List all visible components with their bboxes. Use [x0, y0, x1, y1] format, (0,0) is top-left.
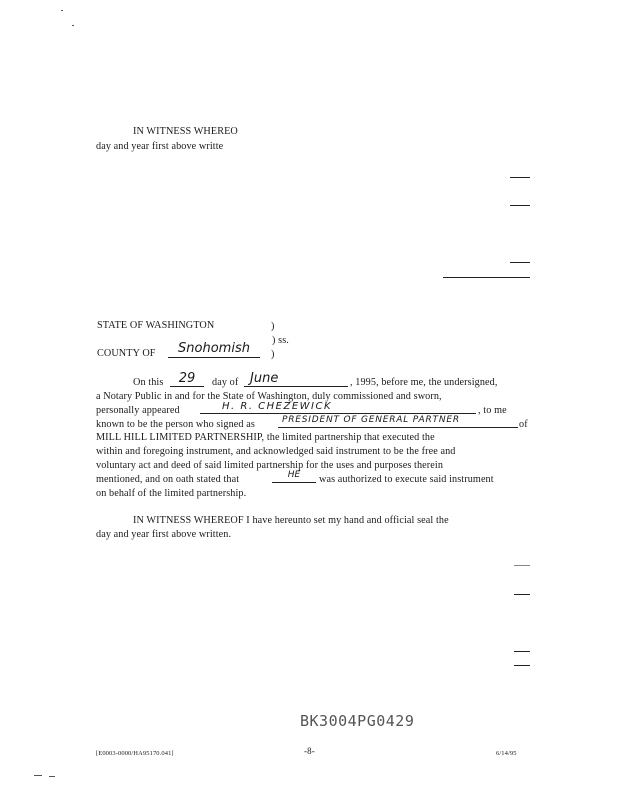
signature-line [510, 205, 530, 206]
month-handwritten: June [244, 371, 348, 387]
authorized-text: was authorized to execute said instrument [319, 474, 494, 485]
signature-line [510, 262, 530, 263]
footer-reference: [E0003-0000/HA95170.041] [96, 750, 174, 757]
state-label: STATE OF WASHINGTON [97, 320, 215, 331]
day-of-text: day of [212, 377, 239, 388]
scan-artifact [72, 25, 74, 26]
of-text: of [519, 419, 528, 430]
venue-paren: ) [271, 321, 275, 332]
day-year-line-partial: day and year first above writte [96, 141, 224, 152]
notary-line: within and foregoing instrument, and acknowledged said instrument to be the free and [96, 446, 456, 457]
notary-line: a Notary Public in and for the State of Washington, duly commissioned and sworn, [96, 391, 442, 402]
venue-ss: ) ss. [272, 335, 289, 346]
signature-line [514, 651, 530, 652]
signature-line [514, 665, 530, 666]
notary-line: on behalf of the limited partnership. [96, 488, 247, 499]
signer-name-handwritten: H. R. CHEZEWICK [200, 400, 476, 414]
capacity-handwritten: PRESIDENT OF GENERAL PARTNER [278, 414, 518, 428]
county-label: COUNTY OF [97, 348, 156, 359]
witness-clause: IN WITNESS WHEREOF I have hereunto set my hand and official seal the [133, 515, 449, 526]
to-me-text: , to me [478, 405, 507, 416]
witness-clause-partial: IN WITNESS WHEREO [133, 126, 238, 137]
venue-paren: ) [271, 349, 275, 360]
scan-artifact [61, 10, 63, 11]
scan-artifact [49, 776, 55, 777]
on-this-text: On this [133, 377, 164, 388]
signature-line [443, 277, 530, 278]
signature-line [510, 177, 530, 178]
recording-stamp: BK3004PG0429 [300, 712, 415, 730]
oath-text: mentioned, and on oath stated that [96, 474, 240, 485]
year-clause: , 1995, before me, the undersigned, [350, 377, 498, 388]
county-name-handwritten: Snohomish [168, 341, 260, 358]
signature-line [514, 565, 530, 566]
notary-line: MILL HILL LIMITED PARTNERSHIP, the limited partnership that executed the [96, 432, 435, 443]
signature-line [514, 594, 530, 595]
footer-date: 6/14/95 [496, 750, 517, 757]
page-number: -8- [304, 746, 315, 756]
known-text: known to be the person who signed as [96, 419, 255, 430]
appeared-text: personally appeared [96, 405, 180, 416]
scan-artifact [34, 775, 42, 776]
notary-line: voluntary act and deed of said limited partnership for the uses and purposes therein [96, 460, 444, 471]
day-handwritten: 29 [170, 371, 204, 387]
pronoun-handwritten: HE [272, 469, 316, 483]
day-year-line: day and year first above written. [96, 529, 232, 540]
